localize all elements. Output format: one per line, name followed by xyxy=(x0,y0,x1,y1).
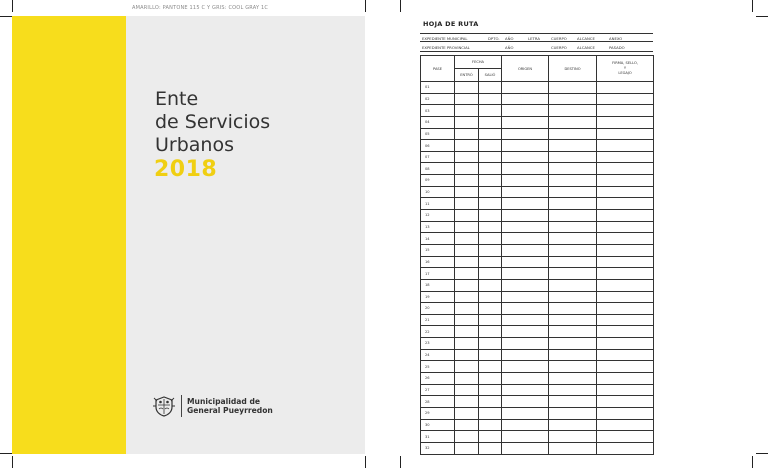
entro-cell[interactable] xyxy=(455,151,479,163)
firma-cell[interactable] xyxy=(597,384,654,396)
firma-cell[interactable] xyxy=(597,268,654,280)
salio-cell[interactable] xyxy=(479,140,502,152)
logo-divider xyxy=(181,395,182,417)
row-number: 23 xyxy=(421,338,455,350)
origen-cell[interactable] xyxy=(502,93,549,105)
table-row xyxy=(421,384,654,396)
entro-cell[interactable] xyxy=(455,233,479,245)
expediente-municipal-label: EXPEDIENTE MUNICIPAL xyxy=(422,36,468,41)
origen-cell[interactable] xyxy=(502,407,549,419)
entro-cell[interactable] xyxy=(455,419,479,431)
salio-cell[interactable] xyxy=(479,210,502,222)
destino-cell[interactable] xyxy=(549,175,597,187)
salio-cell[interactable] xyxy=(479,384,502,396)
table-row xyxy=(421,256,654,268)
entro-cell[interactable] xyxy=(455,186,479,198)
col-firma-line: FIRMA, SELLO, xyxy=(612,61,638,65)
origen-cell[interactable] xyxy=(502,198,549,210)
entro-cell[interactable] xyxy=(455,396,479,408)
salio-cell[interactable] xyxy=(479,407,502,419)
destino-cell[interactable] xyxy=(549,431,597,443)
origen-cell[interactable] xyxy=(502,175,549,187)
print-color-note: AMARILLO: PANTONE 115 C Y GRIS: COOL GRAY 1C xyxy=(132,5,269,11)
row-number: 32 xyxy=(421,442,455,454)
origen-cell[interactable] xyxy=(502,163,549,175)
salio-cell[interactable] xyxy=(479,128,502,140)
row-number: 17 xyxy=(421,268,455,280)
entro-cell[interactable] xyxy=(455,303,479,315)
salio-cell[interactable] xyxy=(479,186,502,198)
salio-cell[interactable] xyxy=(479,326,502,338)
entro-cell[interactable] xyxy=(455,244,479,256)
destino-cell[interactable] xyxy=(549,256,597,268)
destino-cell[interactable] xyxy=(549,303,597,315)
firma-cell[interactable] xyxy=(597,198,654,210)
cover-title-line: Ente xyxy=(155,88,199,110)
firma-cell[interactable] xyxy=(597,349,654,361)
field-anexo: ANEXO xyxy=(609,36,623,41)
yellow-stripe xyxy=(12,16,126,454)
origen-cell[interactable] xyxy=(502,373,549,385)
destino-cell[interactable] xyxy=(549,268,597,280)
route-table-body xyxy=(421,82,654,455)
table-row xyxy=(421,431,654,443)
row-number: 27 xyxy=(421,384,455,396)
entro-cell[interactable] xyxy=(455,279,479,291)
row-number: 28 xyxy=(421,396,455,408)
origen-cell[interactable] xyxy=(502,396,549,408)
cover-title-line: de Servicios xyxy=(155,111,271,133)
origen-cell[interactable] xyxy=(502,326,549,338)
salio-cell[interactable] xyxy=(479,175,502,187)
table-row xyxy=(421,268,654,280)
origen-cell[interactable] xyxy=(502,419,549,431)
firma-cell[interactable] xyxy=(597,175,654,187)
entro-cell[interactable] xyxy=(455,407,479,419)
destino-cell[interactable] xyxy=(549,82,597,94)
origen-cell[interactable] xyxy=(502,338,549,350)
col-entro: ENTRÓ xyxy=(455,69,479,82)
entro-cell[interactable] xyxy=(455,198,479,210)
field-anio: AÑO xyxy=(505,36,514,41)
origen-cell[interactable] xyxy=(502,349,549,361)
row-number: 24 xyxy=(421,349,455,361)
salio-cell[interactable] xyxy=(479,291,502,303)
salio-cell[interactable] xyxy=(479,256,502,268)
destino-cell[interactable] xyxy=(549,210,597,222)
row-number: 29 xyxy=(421,407,455,419)
origen-cell[interactable] xyxy=(502,233,549,245)
col-firma xyxy=(597,56,654,82)
destino-cell[interactable] xyxy=(549,349,597,361)
cover-year: 2018 xyxy=(154,157,218,182)
origen-cell[interactable] xyxy=(502,291,549,303)
salio-cell[interactable] xyxy=(479,373,502,385)
salio-cell[interactable] xyxy=(479,338,502,350)
destino-cell[interactable] xyxy=(549,279,597,291)
firma-cell[interactable] xyxy=(597,314,654,326)
destino-cell[interactable] xyxy=(549,338,597,350)
table-row xyxy=(421,338,654,350)
destino-cell[interactable] xyxy=(549,244,597,256)
destino-cell[interactable] xyxy=(549,233,597,245)
firma-cell[interactable] xyxy=(597,128,654,140)
row-number: 14 xyxy=(421,233,455,245)
entro-cell[interactable] xyxy=(455,128,479,140)
destino-cell[interactable] xyxy=(549,419,597,431)
route-table xyxy=(420,55,654,455)
table-row xyxy=(421,175,654,187)
table-row xyxy=(421,233,654,245)
entro-cell[interactable] xyxy=(455,221,479,233)
destino-cell[interactable] xyxy=(549,396,597,408)
entro-cell[interactable] xyxy=(455,291,479,303)
row-number: 31 xyxy=(421,431,455,443)
col-firma-line: LEGAJO xyxy=(618,71,632,75)
salio-cell[interactable] xyxy=(479,361,502,373)
firma-cell[interactable] xyxy=(597,82,654,94)
table-row xyxy=(421,373,654,385)
firma-cell[interactable] xyxy=(597,105,654,117)
origen-cell[interactable] xyxy=(502,105,549,117)
table-row xyxy=(421,198,654,210)
entro-cell[interactable] xyxy=(455,256,479,268)
origen-cell[interactable] xyxy=(502,186,549,198)
table-row xyxy=(421,349,654,361)
entro-cell[interactable] xyxy=(455,140,479,152)
row-number: 20 xyxy=(421,303,455,315)
salio-cell[interactable] xyxy=(479,396,502,408)
entro-cell[interactable] xyxy=(455,314,479,326)
firma-cell[interactable] xyxy=(597,221,654,233)
entro-cell[interactable] xyxy=(455,361,479,373)
destino-cell[interactable] xyxy=(549,151,597,163)
origen-cell[interactable] xyxy=(502,268,549,280)
entro-cell[interactable] xyxy=(455,326,479,338)
table-row xyxy=(421,221,654,233)
entro-cell[interactable] xyxy=(455,268,479,280)
firma-cell[interactable] xyxy=(597,431,654,443)
salio-cell[interactable] xyxy=(479,314,502,326)
destino-cell[interactable] xyxy=(549,163,597,175)
salio-cell[interactable] xyxy=(479,116,502,128)
origen-cell[interactable] xyxy=(502,303,549,315)
field-alcance: ALCANCE xyxy=(577,45,595,50)
salio-cell[interactable] xyxy=(479,82,502,94)
destino-cell[interactable] xyxy=(549,140,597,152)
expediente-municipal-row xyxy=(420,33,653,42)
salio-cell[interactable] xyxy=(479,279,502,291)
origen-cell[interactable] xyxy=(502,384,549,396)
table-row xyxy=(421,326,654,338)
firma-cell[interactable] xyxy=(597,210,654,222)
entro-cell[interactable] xyxy=(455,105,479,117)
firma-cell[interactable] xyxy=(597,140,654,152)
destino-cell[interactable] xyxy=(549,407,597,419)
entro-cell[interactable] xyxy=(455,163,479,175)
row-number: 05 xyxy=(421,128,455,140)
table-row xyxy=(421,210,654,222)
salio-cell[interactable] xyxy=(479,151,502,163)
origen-cell[interactable] xyxy=(502,442,549,454)
firma-cell[interactable] xyxy=(597,233,654,245)
origen-cell[interactable] xyxy=(502,256,549,268)
table-row xyxy=(421,442,654,454)
entro-cell[interactable] xyxy=(455,175,479,187)
entro-cell[interactable] xyxy=(455,210,479,222)
origen-cell[interactable] xyxy=(502,210,549,222)
salio-cell[interactable] xyxy=(479,221,502,233)
firma-cell[interactable] xyxy=(597,163,654,175)
destino-cell[interactable] xyxy=(549,93,597,105)
table-row xyxy=(421,396,654,408)
origen-cell[interactable] xyxy=(502,116,549,128)
firma-cell[interactable] xyxy=(597,326,654,338)
origen-cell[interactable] xyxy=(502,128,549,140)
firma-cell[interactable] xyxy=(597,244,654,256)
origen-cell[interactable] xyxy=(502,431,549,443)
firma-cell[interactable] xyxy=(597,291,654,303)
field-dpto: DPTO. xyxy=(488,36,500,41)
table-row xyxy=(421,244,654,256)
origen-cell[interactable] xyxy=(502,221,549,233)
origen-cell[interactable] xyxy=(502,140,549,152)
origen-cell[interactable] xyxy=(502,151,549,163)
expediente-provincial-row xyxy=(420,43,653,52)
logo-line: Municipalidad de xyxy=(187,397,261,406)
salio-cell[interactable] xyxy=(479,442,502,454)
row-number: 15 xyxy=(421,244,455,256)
firma-cell[interactable] xyxy=(597,279,654,291)
salio-cell[interactable] xyxy=(479,303,502,315)
col-pase: PASE xyxy=(421,56,455,82)
salio-cell[interactable] xyxy=(479,431,502,443)
salio-cell[interactable] xyxy=(479,93,502,105)
row-number: 26 xyxy=(421,373,455,385)
entro-cell[interactable] xyxy=(455,116,479,128)
table-row xyxy=(421,163,654,175)
row-number: 04 xyxy=(421,116,455,128)
entro-cell[interactable] xyxy=(455,442,479,454)
table-row xyxy=(421,93,654,105)
coat-of-arms-icon xyxy=(152,394,176,418)
salio-cell[interactable] xyxy=(479,268,502,280)
table-row xyxy=(421,291,654,303)
row-number: 25 xyxy=(421,361,455,373)
row-number: 21 xyxy=(421,314,455,326)
destino-cell[interactable] xyxy=(549,291,597,303)
origen-cell[interactable] xyxy=(502,314,549,326)
firma-cell[interactable] xyxy=(597,396,654,408)
destino-cell[interactable] xyxy=(549,373,597,385)
field-cuerpo: CUERPO xyxy=(551,36,567,41)
cover-title-line: Urbanos xyxy=(155,134,234,156)
table-row xyxy=(421,279,654,291)
firma-cell[interactable] xyxy=(597,361,654,373)
entro-cell[interactable] xyxy=(455,349,479,361)
row-number: 22 xyxy=(421,326,455,338)
entro-cell[interactable] xyxy=(455,338,479,350)
row-number: 01 xyxy=(421,82,455,94)
logo-line: General Pueyrredon xyxy=(187,406,273,415)
salio-cell[interactable] xyxy=(479,233,502,245)
salio-cell[interactable] xyxy=(479,198,502,210)
col-origen: ORIGEN xyxy=(502,56,549,82)
field-pasado: PASADO xyxy=(609,45,625,50)
destino-cell[interactable] xyxy=(549,186,597,198)
cover-title xyxy=(155,88,270,157)
row-number: 18 xyxy=(421,279,455,291)
row-number: 09 xyxy=(421,175,455,187)
firma-cell[interactable] xyxy=(597,93,654,105)
table-row xyxy=(421,140,654,152)
entro-cell[interactable] xyxy=(455,93,479,105)
salio-cell[interactable] xyxy=(479,163,502,175)
firma-cell[interactable] xyxy=(597,116,654,128)
row-number: 19 xyxy=(421,291,455,303)
destino-cell[interactable] xyxy=(549,221,597,233)
table-row xyxy=(421,419,654,431)
firma-cell[interactable] xyxy=(597,419,654,431)
row-number: 12 xyxy=(421,210,455,222)
salio-cell[interactable] xyxy=(479,419,502,431)
table-row xyxy=(421,116,654,128)
destino-cell[interactable] xyxy=(549,128,597,140)
destino-cell[interactable] xyxy=(549,442,597,454)
row-number: 07 xyxy=(421,151,455,163)
logo-text xyxy=(187,397,273,415)
municipality-logo xyxy=(152,394,273,418)
table-row xyxy=(421,151,654,163)
destino-cell[interactable] xyxy=(549,105,597,117)
expediente-provincial-label: EXPEDIENTE PROVINCIAL xyxy=(422,45,470,50)
entro-cell[interactable] xyxy=(455,384,479,396)
destino-cell[interactable] xyxy=(549,326,597,338)
destino-cell[interactable] xyxy=(549,314,597,326)
origen-cell[interactable] xyxy=(502,82,549,94)
field-letra: LETRA xyxy=(528,36,540,41)
table-row xyxy=(421,303,654,315)
origen-cell[interactable] xyxy=(502,361,549,373)
firma-cell[interactable] xyxy=(597,186,654,198)
destino-cell[interactable] xyxy=(549,116,597,128)
origen-cell[interactable] xyxy=(502,279,549,291)
salio-cell[interactable] xyxy=(479,244,502,256)
col-destino: DESTINO xyxy=(549,56,597,82)
origen-cell[interactable] xyxy=(502,244,549,256)
firma-cell[interactable] xyxy=(597,373,654,385)
row-number: 02 xyxy=(421,93,455,105)
destino-cell[interactable] xyxy=(549,384,597,396)
firma-cell[interactable] xyxy=(597,151,654,163)
col-salio: SALIÓ xyxy=(479,69,502,82)
row-number: 03 xyxy=(421,105,455,117)
table-row xyxy=(421,82,654,94)
entro-cell[interactable] xyxy=(455,82,479,94)
firma-cell[interactable] xyxy=(597,303,654,315)
table-row xyxy=(421,407,654,419)
row-number: 16 xyxy=(421,256,455,268)
table-row xyxy=(421,128,654,140)
field-alcance: ALCANCE xyxy=(577,36,595,41)
table-row xyxy=(421,105,654,117)
form-title: HOJA DE RUTA xyxy=(423,20,479,28)
col-fecha: FECHA xyxy=(455,56,502,69)
table-row xyxy=(421,314,654,326)
table-row xyxy=(421,361,654,373)
entro-cell[interactable] xyxy=(455,373,479,385)
table-row xyxy=(421,186,654,198)
field-anio: AÑO xyxy=(505,45,514,50)
firma-cell[interactable] xyxy=(597,442,654,454)
row-number: 13 xyxy=(421,221,455,233)
field-cuerpo: CUERPO xyxy=(551,45,567,50)
firma-cell[interactable] xyxy=(597,407,654,419)
row-number: 30 xyxy=(421,419,455,431)
salio-cell[interactable] xyxy=(479,105,502,117)
salio-cell[interactable] xyxy=(479,349,502,361)
row-number: 11 xyxy=(421,198,455,210)
cover-panel xyxy=(12,16,365,454)
row-number: 06 xyxy=(421,140,455,152)
col-firma-line: Y xyxy=(623,66,627,70)
row-number: 10 xyxy=(421,186,455,198)
firma-cell[interactable] xyxy=(597,256,654,268)
entro-cell[interactable] xyxy=(455,431,479,443)
firma-cell[interactable] xyxy=(597,338,654,350)
row-number: 08 xyxy=(421,163,455,175)
destino-cell[interactable] xyxy=(549,198,597,210)
destino-cell[interactable] xyxy=(549,361,597,373)
